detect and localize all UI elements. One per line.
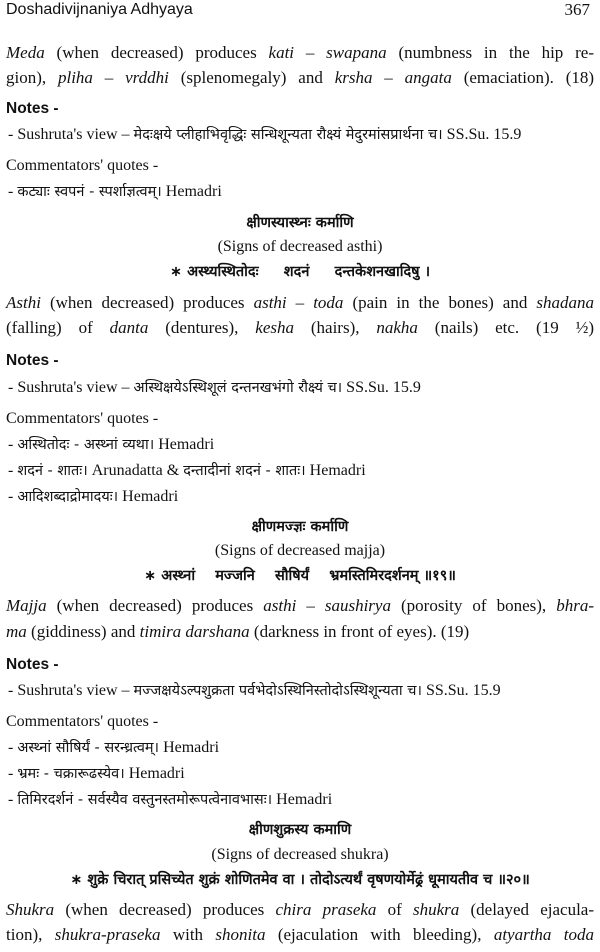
majja-quote-2: - भ्रमः - चक्रारूढस्येव। Hemadri: [8, 765, 185, 782]
asthi-sushruta-note: - Sushruta's view – अस्थिक्षयेऽस्थिशूलं दन्तनखभंगो रौक्ष्यं च। SS.Su. 15.9: [8, 379, 421, 396]
meda-notes-heading: Notes -: [6, 100, 59, 117]
asthi-notes-heading: Notes -: [6, 352, 59, 369]
shukra-verse: ∗ शुक्रे चिरात् प्रसिच्येत शुक्रं शोणितमेव वा । तोदोऽत्यर्थं वृषणयोर्मेढ्रं धूमायतीव च ॥२०॥: [70, 872, 530, 888]
meda-sushruta-note: - Sushruta's view – मेदःक्षये प्लीहाभिवृद्धिः सन्धिशून्यता रौक्ष्यं मेदुरमांसप्रार्थना च। SS.Su. 15.9: [8, 126, 522, 143]
shukra-para-line-2: tion), shukra-praseka with shonita (ejaculation with bleeding), atyartha toda: [6, 925, 594, 944]
asthi-para-line-2: (falling) of danta (dentures), kesha (hairs), nakha (nails) etc. (19 ½): [6, 318, 594, 337]
majja-notes-heading: Notes -: [6, 656, 59, 673]
asthi-quote-2: - शदनं - शातः। Arunadatta & दन्तादीनां शदनं - शातः। Hemadri: [8, 462, 366, 479]
meda-para-line-2: gion), pliha – vrddhi (splenomegaly) and krsha – angata (emaciation). (18): [6, 68, 595, 87]
meda-quote-1: - कट्याः स्वपनं - स्पर्शाज्ञत्वम्। Hemadri: [8, 183, 222, 200]
shukra-sanskrit-title: क्षीणशुक्रस्य कमाणि: [248, 822, 352, 838]
majja-verse: ∗ अस्थ्नां मज्जनि सौषिर्यं भ्रमस्तिमिरदर्शनम् ॥१९॥: [144, 568, 456, 584]
asthi-verse: ∗ अस्थ्यस्थितोदः शदनं दन्तकेशनखादिषु ।: [169, 264, 431, 280]
meda-para-line-1: Meda (when decreased) produces kati – swapana (numbness in the hip re-: [6, 43, 594, 62]
asthi-english-title: (Signs of decreased asthi): [217, 238, 383, 255]
majja-sanskrit-title: क्षीणमज्ज्ञः कर्माणि: [251, 519, 349, 535]
majja-para-line-2: ma (giddiness) and timira darshana (darkness in front of eyes). (19): [6, 622, 470, 641]
asthi-commentators-heading: Commentators' quotes -: [6, 410, 159, 427]
majja-quote-3: - तिमिरदर्शनं - सर्वस्यैव वस्तुनस्तमोरूपत्वेनावभासः। Hemadri: [8, 791, 333, 808]
meda-commentators-heading: Commentators' quotes -: [6, 157, 159, 174]
majja-sushruta-note: - Sushruta's view – मज्जक्षयेऽल्पशुक्रता पर्वभेदोऽस्थिनिस्तोदोऽस्थिशून्यता च। SS.Su. 15.9: [8, 682, 501, 699]
running-header-title: Doshadivijnaniya Adhyaya: [6, 1, 193, 18]
asthi-quote-1: - अस्थितोदः - अस्थ्नां व्यथा। Hemadri: [8, 436, 215, 453]
asthi-para-line-1: Asthi (when decreased) produces asthi – toda (pain in the bones) and shadana: [6, 293, 594, 312]
majja-quote-1: - अस्थ्नां सौषिर्यं - सरन्ध्रत्वम्। Hemadri: [8, 739, 220, 756]
shukra-english-title: (Signs of decreased shukra): [211, 846, 389, 863]
majja-para-line-1: Majja (when decreased) produces asthi – saushirya (porosity of bones), bhra-: [6, 596, 594, 615]
asthi-sanskrit-title: क्षीणस्यास्थ्नः कर्माणि: [246, 215, 354, 231]
page-number: 367: [564, 0, 590, 19]
majja-english-title: (Signs of decreased majja): [214, 542, 386, 559]
shukra-para-line-1: Shukra (when decreased) produces chira praseka of shukra (delayed ejacula-: [6, 900, 594, 919]
asthi-quote-3: - आदिशब्दाद्रोमादयः। Hemadri: [8, 488, 179, 505]
majja-commentators-heading: Commentators' quotes -: [6, 713, 159, 730]
